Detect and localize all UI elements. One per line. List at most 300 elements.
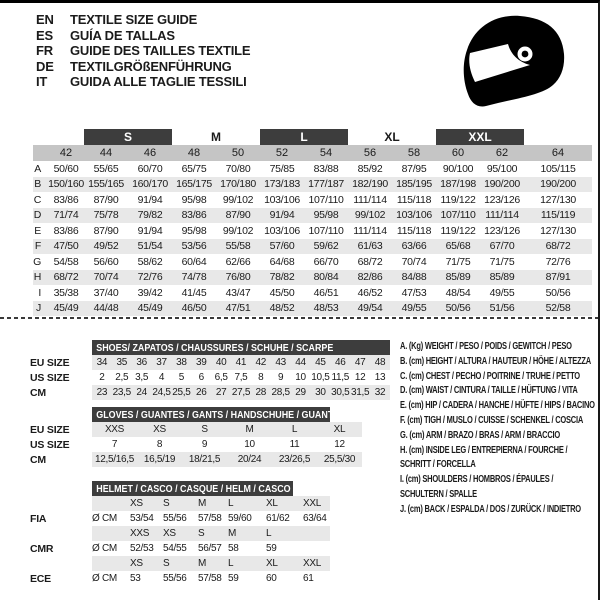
size-cell: 99/102 bbox=[354, 209, 386, 222]
size-column-header: 60 bbox=[451, 147, 465, 159]
helmet-value-cell: 56/57 bbox=[198, 543, 222, 554]
size-cell: 95/100 bbox=[486, 162, 518, 175]
size-cell: 165/175 bbox=[176, 178, 212, 191]
row-letter: H bbox=[33, 271, 41, 284]
shoes-cell: 5 bbox=[178, 372, 184, 383]
helmet-size-header: S bbox=[163, 558, 170, 569]
legend-item bbox=[400, 370, 598, 385]
helmet-size-header: XXL bbox=[303, 558, 322, 569]
size-column-header: 56 bbox=[363, 147, 377, 159]
gloves-cell: 25,5/30 bbox=[323, 454, 356, 465]
size-cell: 35/38 bbox=[53, 286, 79, 299]
row-letter: E bbox=[34, 224, 41, 237]
size-cell: 50/60 bbox=[53, 162, 79, 175]
size-cell: 45/49 bbox=[53, 302, 79, 315]
helmet-size-header: S bbox=[198, 528, 205, 539]
shoes-cell: 47 bbox=[354, 357, 366, 368]
size-cell: 173/183 bbox=[264, 178, 300, 191]
language-title: GUIDE DES TAILLES TEXTILE bbox=[70, 43, 251, 59]
shoes-cell: 39 bbox=[195, 357, 207, 368]
legend-line: G. (cm) ARM / BRAZO / BRAS / ARM / BRACCIO bbox=[400, 429, 560, 441]
size-cell: 107/110 bbox=[308, 193, 344, 206]
measurement-row bbox=[8, 270, 592, 286]
size-cell: 56/60 bbox=[93, 255, 119, 268]
measurement-row bbox=[8, 161, 592, 177]
size-cell: 190/200 bbox=[484, 178, 520, 191]
size-cell: 150/160 bbox=[48, 178, 84, 191]
size-cell: 80/84 bbox=[313, 271, 339, 284]
legend-line: SCHRITT / FORCELLA bbox=[400, 459, 476, 471]
gloves-cell: 9 bbox=[201, 439, 208, 450]
main-size-table bbox=[8, 129, 592, 316]
gloves-cell: XL bbox=[333, 424, 346, 435]
size-cell: 105/115 bbox=[540, 162, 576, 175]
size-cell: 111/114 bbox=[353, 224, 387, 237]
size-cell: 177/187 bbox=[308, 178, 344, 191]
size-cell: 45/50 bbox=[269, 286, 295, 299]
row-letter: C bbox=[33, 193, 41, 206]
size-cell: 85/92 bbox=[357, 162, 383, 175]
size-cell: 182/190 bbox=[352, 178, 388, 191]
size-cell: 82/86 bbox=[357, 271, 383, 284]
size-cell: 65/68 bbox=[445, 240, 471, 253]
measurement-row bbox=[8, 239, 592, 255]
language-code: IT bbox=[36, 74, 48, 90]
legend-line: B. (cm) HEIGHT / ALTURA / HAUTEUR / HÖHE / ALTEZZA bbox=[400, 355, 591, 367]
shoes-cell: 3,5 bbox=[135, 372, 149, 383]
size-cell: 49/55 bbox=[401, 302, 427, 315]
helmet-unit: Ø CM bbox=[92, 573, 117, 584]
size-cell: 43/47 bbox=[225, 286, 251, 299]
size-column-header: 62 bbox=[495, 147, 509, 159]
size-cell: 55/58 bbox=[225, 240, 251, 253]
row-letter: D bbox=[33, 209, 41, 222]
size-cell: 90/100 bbox=[442, 162, 474, 175]
size-cell: 71/75 bbox=[489, 255, 515, 268]
helmet-value-cell: 52/53 bbox=[130, 543, 154, 554]
shoes-cell: 45 bbox=[315, 357, 326, 368]
size-cell: 160/170 bbox=[132, 178, 168, 191]
size-cell: 87/91 bbox=[545, 271, 571, 284]
shoes-row bbox=[92, 355, 390, 370]
shoes-cell: 12 bbox=[354, 372, 366, 383]
size-column-header: 58 bbox=[407, 147, 421, 159]
shoes-cell: 10 bbox=[295, 372, 306, 383]
shoes-cell: 6,5 bbox=[214, 372, 228, 383]
gloves-title-bar bbox=[92, 407, 336, 422]
gloves-table bbox=[0, 407, 400, 471]
shoes-cell: 46 bbox=[334, 357, 346, 368]
legend-item bbox=[400, 473, 598, 503]
size-cell: 45/49 bbox=[137, 302, 163, 315]
size-cell: 62/66 bbox=[225, 255, 251, 268]
size-column-header: 54 bbox=[319, 147, 333, 159]
size-group-label: S bbox=[84, 129, 172, 145]
size-column-header: 42 bbox=[59, 147, 73, 159]
shoes-cell: 30 bbox=[315, 387, 326, 398]
size-cell: 115/118 bbox=[396, 193, 432, 206]
size-cell: 66/70 bbox=[313, 255, 339, 268]
size-cell: 49/52 bbox=[93, 240, 119, 253]
language-title: GUIDA ALLE TAGLIE TESSILI bbox=[70, 74, 247, 90]
shoes-cell: 36 bbox=[136, 357, 147, 368]
language-title: GUÍA DE TALLAS bbox=[70, 27, 175, 43]
size-cell: 87/90 bbox=[93, 193, 119, 206]
language-row bbox=[36, 28, 250, 44]
size-cell: 39/42 bbox=[137, 286, 163, 299]
shoes-cell: 11,5 bbox=[331, 372, 349, 383]
shoes-cell: 8 bbox=[258, 372, 264, 383]
gloves-title: GLOVES / GUANTES / GANTS / HANDSCHUHE / GUANTI bbox=[96, 408, 336, 421]
gloves-row-label: EU SIZE bbox=[30, 423, 70, 436]
helmet-size-spacer bbox=[92, 556, 130, 571]
helmet-size-header: M bbox=[228, 528, 237, 539]
size-cell: 115/118 bbox=[396, 224, 432, 237]
size-cell: 107/110 bbox=[308, 224, 344, 237]
shoes-cell: 13 bbox=[374, 372, 386, 383]
gloves-row bbox=[92, 452, 362, 467]
size-group-label: L bbox=[260, 129, 348, 145]
helmet-value-cell: 55/56 bbox=[163, 513, 187, 524]
helmet-cert-label: ECE bbox=[30, 572, 51, 585]
shoes-cell: 26 bbox=[195, 387, 207, 398]
size-cell: 72/76 bbox=[545, 255, 571, 268]
helmet-cert-row bbox=[92, 571, 330, 586]
helmet-unit: Ø CM bbox=[92, 513, 117, 524]
size-cell: 99/102 bbox=[222, 224, 254, 237]
shoes-cell: 48 bbox=[374, 357, 386, 368]
row-letter: F bbox=[34, 240, 41, 253]
helmet-size-header: XXL bbox=[303, 498, 322, 509]
shoes-cell: 38 bbox=[176, 357, 187, 368]
size-column-header: 50 bbox=[231, 147, 245, 159]
size-cell: 103/106 bbox=[264, 193, 300, 206]
legend-line: F. (cm) TIGH / MUSLO / CUISSE / SCHENKEL / COSCIA bbox=[400, 414, 584, 426]
size-cell: 87/90 bbox=[93, 224, 119, 237]
legend-item bbox=[400, 355, 598, 370]
shoes-table bbox=[0, 340, 400, 404]
helmet-table bbox=[0, 481, 400, 589]
shoes-cell: 23,5 bbox=[112, 387, 131, 398]
size-cell: 37/40 bbox=[93, 286, 119, 299]
legend-item bbox=[400, 340, 598, 355]
size-cell: 48/52 bbox=[269, 302, 295, 315]
shoes-cell: 31,5 bbox=[350, 387, 370, 398]
legend-item bbox=[400, 399, 598, 414]
measurement-row bbox=[8, 177, 592, 193]
size-cell: 47/51 bbox=[225, 302, 251, 315]
shoes-row-label: EU SIZE bbox=[30, 356, 70, 369]
legend-line: C. (cm) CHEST / PECHO / POITRINE / TRUHE / PETTO bbox=[400, 370, 580, 382]
helmet-value-cell: 54/55 bbox=[163, 543, 187, 554]
size-column-header: 64 bbox=[551, 147, 565, 159]
size-column-header: 46 bbox=[143, 147, 157, 159]
legend-line: I. (cm) SHOULDERS / HOMBROS / ÉPAULES / bbox=[400, 474, 554, 486]
language-row bbox=[36, 74, 250, 90]
size-cell: 58/62 bbox=[137, 255, 163, 268]
gloves-cell: 11 bbox=[289, 439, 300, 450]
size-cell: 72/76 bbox=[137, 271, 163, 284]
size-cell: 170/180 bbox=[220, 178, 256, 191]
size-cell: 48/53 bbox=[313, 302, 339, 315]
size-cell: 127/130 bbox=[540, 193, 576, 206]
gloves-cell: XS bbox=[153, 424, 166, 435]
legend-item bbox=[400, 444, 598, 474]
size-cell: 111/114 bbox=[485, 209, 519, 222]
size-cell: 68/72 bbox=[357, 255, 383, 268]
size-group-row bbox=[8, 129, 592, 145]
helmet-size-header: M bbox=[198, 558, 207, 569]
size-cell: 111/114 bbox=[353, 193, 387, 206]
size-cell: 50/56 bbox=[545, 286, 571, 299]
shoes-cell: 25,5 bbox=[172, 387, 191, 398]
size-group-label: XL bbox=[384, 130, 400, 144]
helmet-cert-row bbox=[92, 511, 330, 526]
helmet-size-header: XS bbox=[163, 528, 176, 539]
size-header-row bbox=[8, 145, 592, 161]
size-column-header: 48 bbox=[187, 147, 201, 159]
shoes-cell: 27 bbox=[215, 387, 227, 398]
size-cell: 83/88 bbox=[313, 162, 339, 175]
helmet-cert-label: FIA bbox=[30, 512, 47, 525]
measurement-row bbox=[8, 223, 592, 239]
shoes-title-bar bbox=[92, 340, 390, 355]
shoes-row bbox=[92, 370, 390, 385]
measurement-row bbox=[8, 254, 592, 270]
row-letter: A bbox=[34, 162, 41, 175]
size-cell: 49/54 bbox=[357, 302, 383, 315]
size-cell: 123/126 bbox=[484, 193, 520, 206]
helmet-value-cell: 59/60 bbox=[228, 513, 252, 524]
size-cell: 70/74 bbox=[93, 271, 119, 284]
size-cell: 53/56 bbox=[181, 240, 207, 253]
size-group-label: XXL bbox=[436, 129, 524, 145]
shoes-cell: 4 bbox=[158, 372, 165, 383]
shoes-cell: 27,5 bbox=[231, 387, 251, 398]
size-cell: 115/119 bbox=[540, 209, 576, 222]
size-cell: 68/72 bbox=[545, 240, 571, 253]
size-cell: 51/54 bbox=[137, 240, 163, 253]
helmet-size-header: XL bbox=[266, 498, 278, 509]
gloves-row-label: CM bbox=[30, 453, 46, 466]
shoes-cell: 6 bbox=[198, 372, 204, 383]
size-cell: 87/90 bbox=[225, 209, 251, 222]
size-cell: 71/75 bbox=[445, 255, 471, 268]
helmet-title-bar bbox=[92, 481, 293, 496]
helmet-value-cell: 53 bbox=[130, 573, 141, 584]
helmet-cert-label: CMR bbox=[30, 542, 54, 555]
helmet-size-spacer bbox=[92, 496, 130, 511]
helmet-size-header: S bbox=[163, 498, 170, 509]
size-cell: 76/80 bbox=[225, 271, 251, 284]
helmet-size-row bbox=[92, 496, 330, 511]
legend-line: A. (Kg) WEIGHT / PESO / POIDS / GEWITCH / PESO bbox=[400, 341, 572, 352]
measurement-row bbox=[8, 192, 592, 208]
helmet-value-cell: 61/62 bbox=[266, 513, 290, 524]
helmet-size-header: XS bbox=[130, 558, 143, 569]
helmet-value-cell: 53/54 bbox=[130, 513, 154, 524]
gloves-cell: M bbox=[245, 424, 254, 435]
gloves-cell: 12 bbox=[334, 439, 345, 450]
size-header-spacer bbox=[8, 145, 48, 161]
shoes-cell: 28 bbox=[255, 387, 267, 398]
size-cell: 95/98 bbox=[181, 193, 207, 206]
size-cell: 79/82 bbox=[137, 209, 163, 222]
legend-line: D. (cm) WAIST / CINTURA / TAILLE / HÜFTUNG / VITA bbox=[400, 385, 578, 397]
measurement-legend bbox=[400, 340, 598, 518]
legend-line: E. (cm) HIP / CADERA / HANCHE / HÜFTE / HIPS / BACINO bbox=[400, 400, 595, 412]
gloves-cell: L bbox=[291, 424, 298, 435]
measurement-row bbox=[8, 208, 592, 224]
size-cell: 67/70 bbox=[489, 240, 515, 253]
size-cell: 185/195 bbox=[396, 178, 432, 191]
size-cell: 61/63 bbox=[357, 240, 383, 253]
gloves-cell: 7 bbox=[111, 439, 118, 450]
size-cell: 85/89 bbox=[489, 271, 515, 284]
size-cell: 187/198 bbox=[440, 178, 476, 191]
measurement-row bbox=[8, 285, 592, 301]
shoes-cell: 42 bbox=[255, 357, 267, 368]
shoes-cell: 2,5 bbox=[115, 372, 129, 383]
shoes-title: SHOES/ ZAPATOS / CHAUSSURES / SCHUHE / SCARPE bbox=[96, 341, 334, 354]
shoes-cell: 29 bbox=[295, 387, 306, 398]
size-cell: 95/98 bbox=[313, 209, 339, 222]
size-cell: 103/106 bbox=[264, 224, 300, 237]
helmet-size-spacer bbox=[92, 526, 130, 541]
language-title: TEXTILE SIZE GUIDE bbox=[70, 12, 198, 28]
size-cell: 155/165 bbox=[88, 178, 124, 191]
legend-line: J. (cm) BACK / ESPALDA / DOS / ZURÜCK / INDIETRO bbox=[400, 503, 581, 515]
size-cell: 71/74 bbox=[53, 209, 79, 222]
helmet-size-row bbox=[92, 526, 330, 541]
helmet-size-header: XL bbox=[266, 558, 278, 569]
language-row bbox=[36, 12, 250, 28]
shoes-cell: 2 bbox=[99, 372, 105, 383]
section-divider bbox=[0, 317, 598, 319]
size-cell: 57/60 bbox=[269, 240, 295, 253]
size-cell: 74/78 bbox=[181, 271, 207, 284]
helmet-value-cell: 55/56 bbox=[163, 573, 187, 584]
language-row bbox=[36, 43, 250, 59]
shoes-cell: 28,5 bbox=[271, 387, 290, 398]
helmet-value-cell: 59 bbox=[228, 573, 239, 584]
helmet-value-cell: 60 bbox=[266, 573, 277, 584]
legend-item bbox=[400, 503, 598, 518]
measurement-row bbox=[8, 301, 592, 317]
size-cell: 190/200 bbox=[540, 178, 576, 191]
language-code: DE bbox=[36, 58, 54, 74]
helmet-size-header: L bbox=[266, 528, 272, 539]
helmet-value-cell: 61 bbox=[303, 573, 314, 584]
helmet-value-cell: 57/58 bbox=[198, 513, 222, 524]
gloves-cell: 18/21,5 bbox=[188, 454, 221, 465]
shoes-row bbox=[92, 385, 390, 400]
size-column-header: 52 bbox=[275, 147, 289, 159]
language-header bbox=[36, 12, 250, 90]
size-cell: 52/58 bbox=[545, 302, 571, 315]
size-cell: 59/62 bbox=[313, 240, 339, 253]
gloves-row bbox=[92, 422, 362, 437]
size-cell: 46/51 bbox=[313, 286, 339, 299]
size-cell: 49/55 bbox=[489, 286, 515, 299]
helmet-value-cell: 59 bbox=[266, 543, 277, 554]
gloves-cell: 12,5/16,5 bbox=[94, 454, 134, 465]
size-cell: 75/85 bbox=[269, 162, 295, 175]
shoes-cell: 24,5 bbox=[152, 387, 171, 398]
shoes-cell: 43 bbox=[275, 357, 286, 368]
size-cell: 46/50 bbox=[181, 302, 207, 315]
size-cell: 91/94 bbox=[137, 193, 163, 206]
size-cell: 119/122 bbox=[440, 193, 476, 206]
shoes-cell: 44 bbox=[295, 357, 306, 368]
helmet-size-header: L bbox=[228, 558, 234, 569]
shoes-cell: 41 bbox=[235, 357, 247, 368]
size-cell: 91/94 bbox=[269, 209, 295, 222]
shoes-cell: 37 bbox=[156, 357, 167, 368]
size-group-label: M bbox=[211, 130, 221, 144]
size-cell: 99/102 bbox=[222, 193, 254, 206]
gloves-cell: 20/24 bbox=[237, 454, 262, 465]
size-cell: 84/88 bbox=[401, 271, 427, 284]
shoes-cell: 23 bbox=[96, 387, 108, 398]
legend-line: SCHULTERN / SPALLE bbox=[400, 488, 477, 500]
group-spacer bbox=[8, 129, 84, 145]
shoes-cell: 9 bbox=[278, 372, 284, 383]
size-cell: 44/48 bbox=[93, 302, 119, 315]
helmet-size-row bbox=[92, 556, 330, 571]
size-cell: 70/74 bbox=[401, 255, 427, 268]
language-code: FR bbox=[36, 43, 53, 59]
size-cell: 46/52 bbox=[357, 286, 383, 299]
size-cell: 85/89 bbox=[445, 271, 471, 284]
legend-item bbox=[400, 384, 598, 399]
size-cell: 119/122 bbox=[440, 224, 476, 237]
gloves-row-label: US SIZE bbox=[30, 438, 70, 451]
helmet-value-cell: 63/64 bbox=[303, 513, 327, 524]
size-cell: 55/65 bbox=[93, 162, 119, 175]
helmet-cert-row bbox=[92, 541, 330, 556]
row-letter: B bbox=[34, 178, 41, 191]
helmet-size-header: M bbox=[198, 498, 207, 509]
group-tail bbox=[524, 129, 592, 145]
helmet-icon bbox=[458, 11, 576, 111]
legend-item bbox=[400, 414, 598, 429]
gloves-row bbox=[92, 437, 362, 452]
size-cell: 87/95 bbox=[401, 162, 427, 175]
size-cell: 83/86 bbox=[53, 224, 79, 237]
legend-line: H. (cm) INSIDE LEG / ENTREPIERNA / FOURCHE / bbox=[400, 444, 568, 456]
size-cell: 54/58 bbox=[53, 255, 79, 268]
size-cell: 48/54 bbox=[445, 286, 471, 299]
size-cell: 91/94 bbox=[137, 224, 163, 237]
size-cell: 127/130 bbox=[540, 224, 576, 237]
size-cell: 60/70 bbox=[137, 162, 163, 175]
shoes-cell: 7,5 bbox=[234, 372, 248, 383]
helmet-size-header: L bbox=[228, 498, 234, 509]
size-cell: 65/75 bbox=[181, 162, 207, 175]
gloves-cell: 16,5/19 bbox=[143, 454, 176, 465]
language-title: TEXTILGRÖßENFÜHRUNG bbox=[70, 58, 232, 74]
shoes-cell: 24 bbox=[136, 387, 147, 398]
row-letter: I bbox=[38, 286, 41, 299]
size-cell: 83/86 bbox=[181, 209, 207, 222]
shoes-cell: 35 bbox=[116, 357, 128, 368]
size-cell: 123/126 bbox=[484, 224, 520, 237]
size-cell: 68/72 bbox=[53, 271, 79, 284]
row-letter: J bbox=[36, 302, 41, 315]
helmet-value-cell: 58 bbox=[228, 543, 239, 554]
shoes-row-label: CM bbox=[30, 386, 46, 399]
